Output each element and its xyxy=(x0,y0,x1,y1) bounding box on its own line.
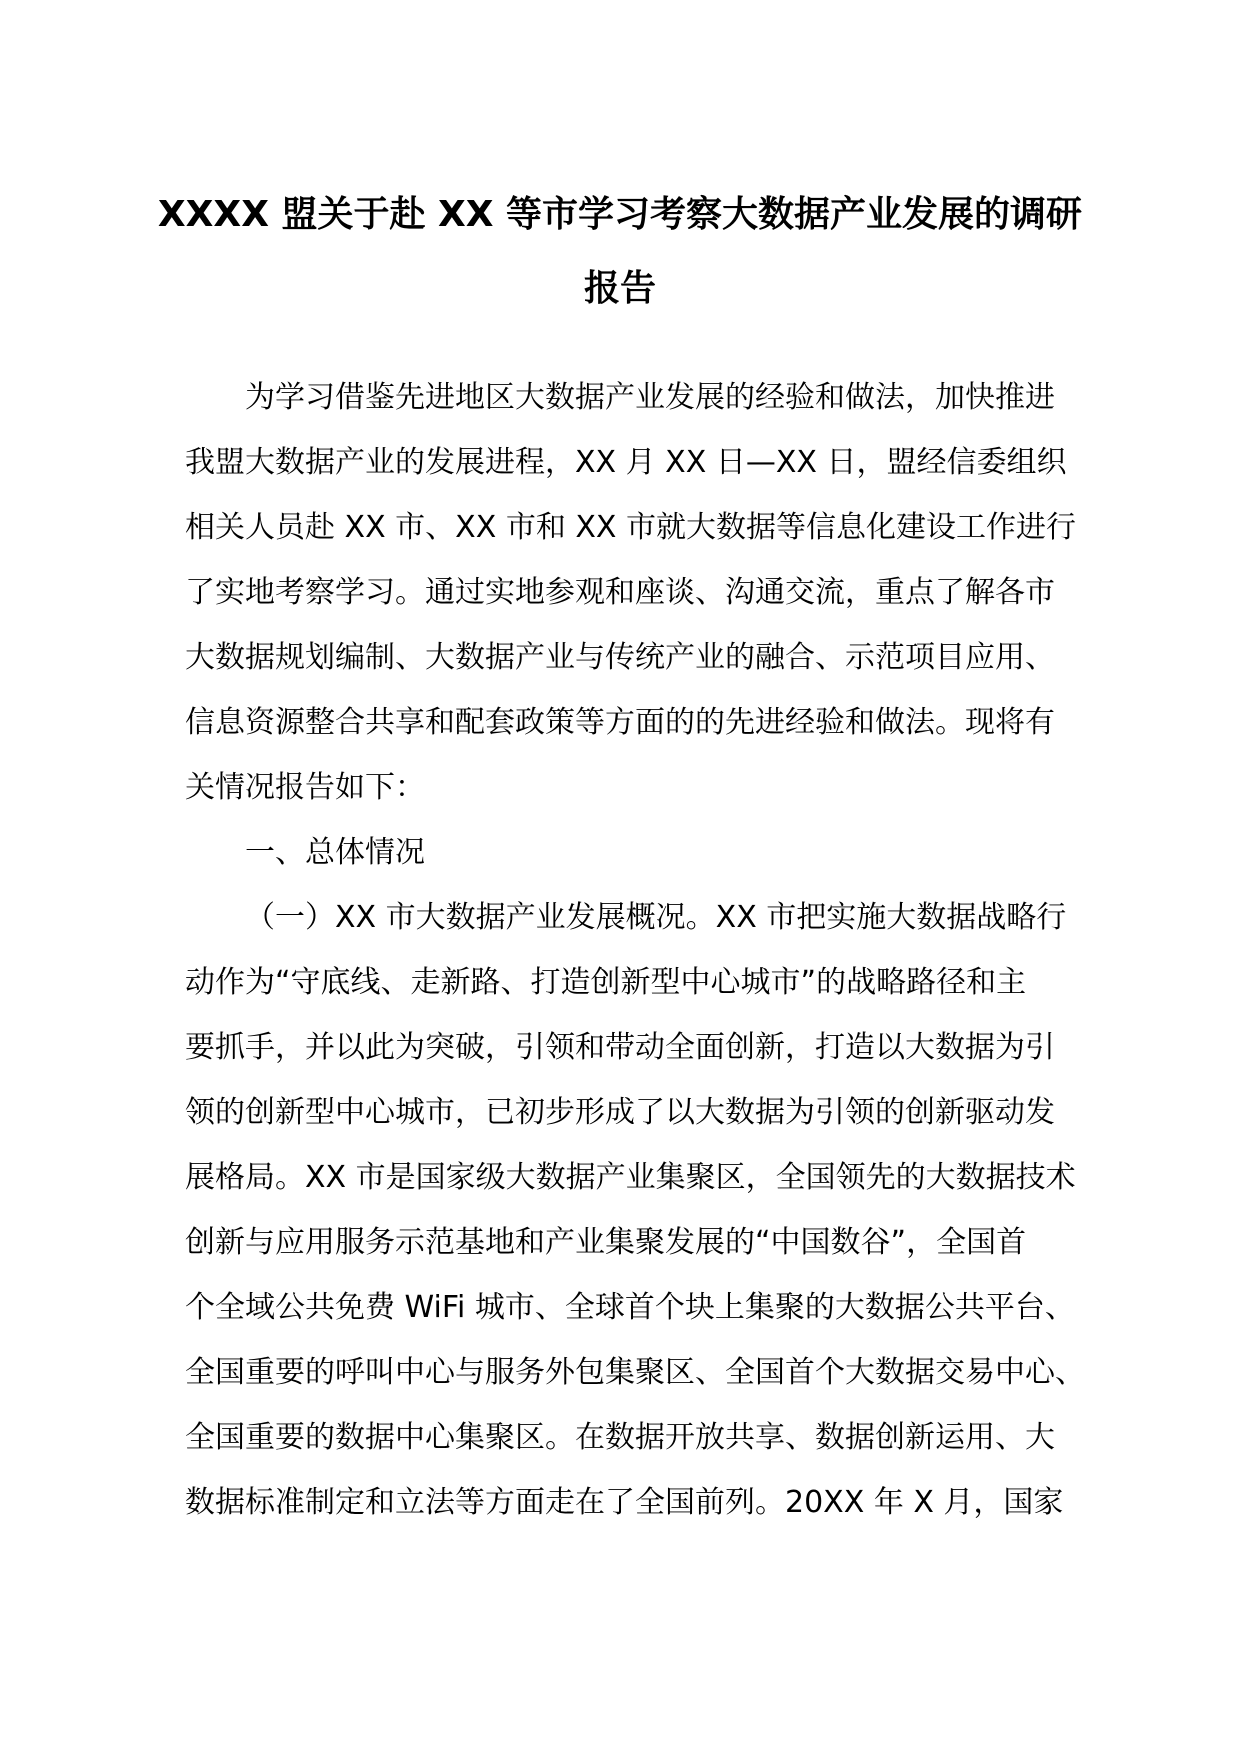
title-line: XXXX 盟关于赴 XX 等市学习考察大数据产业发展的调研 xyxy=(157,194,1083,235)
document-body xyxy=(185,365,1085,1535)
paragraph-line: 创新与应用服务示范基地和产业集聚发展的“中国数谷”，全国首 xyxy=(185,1225,1027,1260)
paragraph-line: 关情况报告如下： xyxy=(185,770,425,805)
paragraph-line: 展格局。XX 市是国家级大数据产业集聚区，全国领先的大数据技术 xyxy=(185,1160,1076,1195)
paragraph-line: 要抓手，并以此为突破，引领和带动全面创新，打造以大数据为引 xyxy=(185,1030,1055,1065)
paragraph-line: 全国重要的呼叫中心与服务外包集聚区、全国首个大数据交易中心、 xyxy=(185,1355,1085,1390)
paragraph-line: 数据标准制定和立法等方面走在了全国前列。20XX 年 X 月，国家 xyxy=(185,1485,1064,1520)
paragraph-line: 动作为“守底线、走新路、打造创新型中心城市”的战略路径和主 xyxy=(185,965,1027,1000)
paragraph-line: 相关人员赴 XX 市、XX 市和 XX 市就大数据等信息化建设工作进行 xyxy=(185,510,1076,545)
paragraph-line: 了实地考察学习。通过实地参观和座谈、沟通交流，重点了解各市 xyxy=(185,575,1055,610)
paragraph-first-line: 为学习借鉴先进地区大数据产业发展的经验和做法，加快推进 xyxy=(245,380,1055,415)
paragraph-line: 全国重要的数据中心集聚区。在数据开放共享、数据创新运用、大 xyxy=(185,1420,1055,1455)
paragraph-first-line: 一、总体情况 xyxy=(245,835,425,870)
paragraph-line: 领的创新型中心城市，已初步形成了以大数据为引领的创新驱动发 xyxy=(185,1095,1055,1130)
document-title xyxy=(130,178,1110,326)
title-line: 报告 xyxy=(583,268,656,309)
paragraph-line: 我盟大数据产业的发展进程，XX 月 XX 日—XX 日，盟经信委组织 xyxy=(185,445,1067,480)
paragraph-line: 信息资源整合共享和配套政策等方面的的先进经验和做法。现将有 xyxy=(185,705,1055,740)
paragraph-first-line: （一）XX 市大数据产业发展概况。XX 市把实施大数据战略行 xyxy=(245,900,1067,935)
paragraph-line: 个全域公共免费 WiFi 城市、全球首个块上集聚的大数据公共平台、 xyxy=(185,1290,1075,1325)
paragraph-line: 大数据规划编制、大数据产业与传统产业的融合、示范项目应用、 xyxy=(185,640,1055,675)
